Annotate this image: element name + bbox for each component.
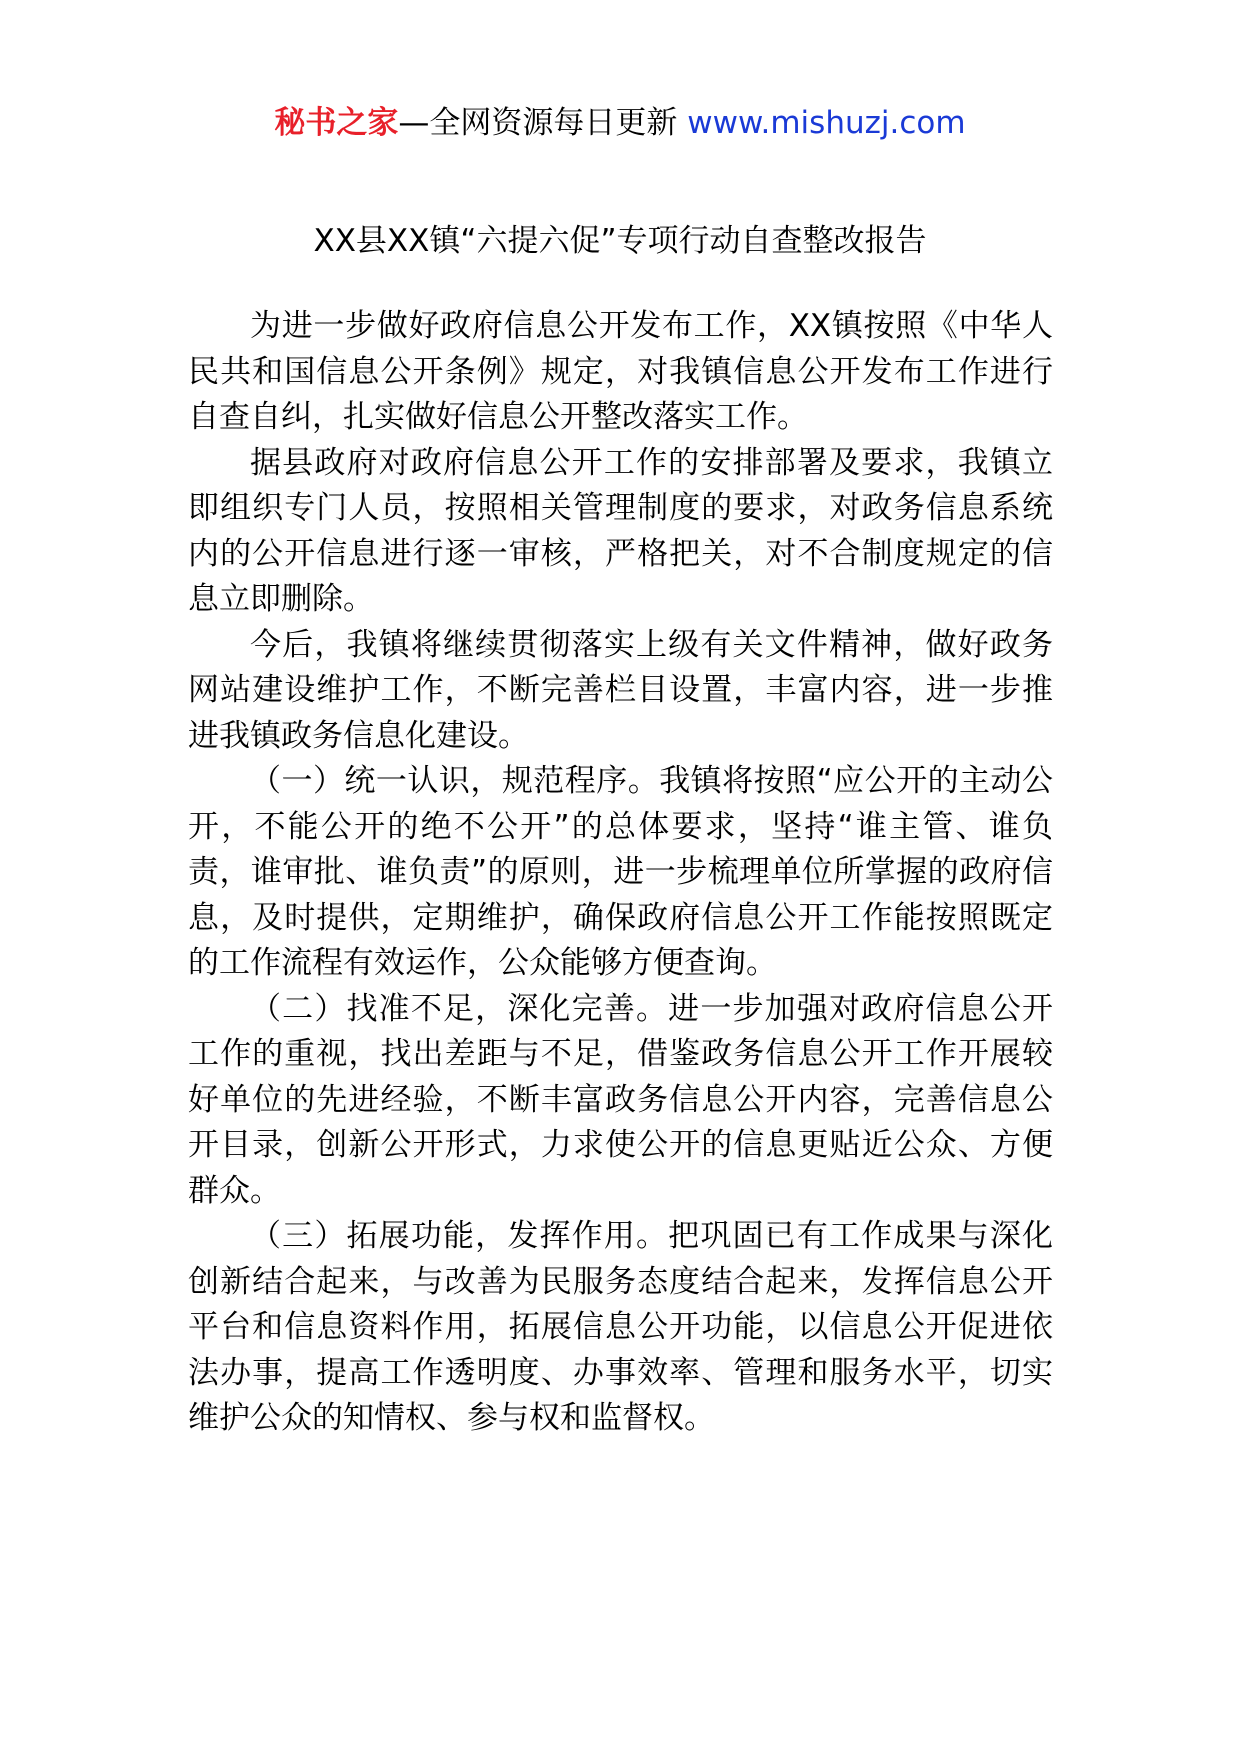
paragraph: （二）找准不足，深化完善。进一步加强对政府信息公开工作的重视，找出差距与不足，借鉴政务信息公开工作开展较好单位的先进经验，不断丰富政务信息公开内容，完善信息公开目录，创新公开形式，力求使公开的信息更贴近公众、方便群众。 [188,990,1053,1209]
document-title: XX县XX镇“六提六促”专项行动自查整改报告 [313,223,927,259]
site-header [0,100,1240,146]
paragraph: （一）统一认识，规范程序。我镇将按照“应公开的主动公开，不能公开的绝不公开”的总体要求，坚持“谁主管、谁负责，谁审批、谁负责”的原则，进一步梳理单位所掌握的政府信息，及时提供，定期维护，确保政府信息公开工作能按照既定的工作流程有效运作，公众能够方便查询。 [188,763,1053,981]
paragraph: 今后，我镇将继续贯彻落实上级有关文件精神，做好政务网站建设维护工作，不断完善栏目设置，丰富内容，进一步推进我镇政务信息化建设。 [188,626,1053,754]
paragraph: 据县政府对政府信息公开工作的安排部署及要求，我镇立即组织专门人员，按照相关管理制度的要求，对政务信息系统内的公开信息进行逐一审核，严格把关，对不合制度规定的信息立即删除。 [188,444,1053,617]
brand-name: 秘书之家 [274,105,399,141]
paragraph: 为进一步做好政府信息公开发布工作，XX镇按照《中华人民共和国信息公开条例》规定，对我镇信息公开发布工作进行自查自纠，扎实做好信息公开整改落实工作。 [188,308,1053,435]
document-body [188,304,1053,1442]
site-url-link[interactable]: www.mishuzj.com [687,105,966,141]
header-tagline: —全网资源每日更新 [398,105,678,141]
paragraph: （三）拓展功能，发挥作用。把巩固已有工作成果与深化创新结合起来，与改善为民服务态度结合起来，发挥信息公开平台和信息资料作用，拓展信息公开功能，以信息公开促进依法办事，提高工作透明度、办事效率、管理和服务水平，切实维护公众的知情权、参与权和监督权。 [188,1218,1053,1436]
